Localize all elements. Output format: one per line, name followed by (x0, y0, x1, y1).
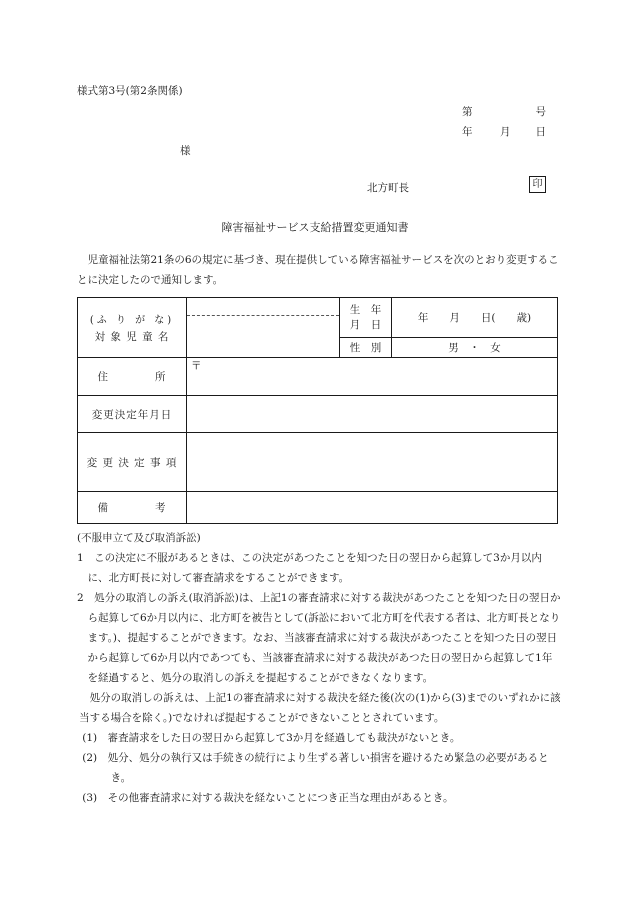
note-item-1: 1 この決定に不服があるときは、この決定があつたことを知つた日の翌日から起算して3か月以内に、北方町長に対して審査請求をすることができます。 (77, 552, 542, 584)
date-month: 月 (500, 126, 511, 138)
note-paragraph: 処分の取消しの訴えは、上記1の審査請求に対する裁決を経た後(次の(1)から(3)までのいずれかに該当する場合を除く。)でなければ提起することができないこととされています。 (79, 692, 561, 724)
birth-label-2: 月 日 (349, 318, 382, 331)
postal-mark: 〒 (191, 360, 202, 372)
decision-item-label: 変 更 決 定 事 項 (78, 433, 187, 492)
notes-heading: (不服申立て及び取消訴訟) (77, 532, 201, 544)
date-year: 年 (462, 126, 473, 138)
birth-date-label-cell (340, 298, 392, 338)
seal-mark: 印 (529, 176, 546, 193)
appeal-notes (77, 528, 561, 808)
address-label: 住 所 (78, 358, 187, 396)
furigana-label: (ふ り が な) (89, 314, 175, 326)
issue-number (462, 104, 546, 119)
decision-item-field[interactable] (187, 433, 558, 492)
note-sub-2: (2) 処分、処分の執行又は手続きの続行により生ずる著しい損害を避けるため緊急の必要があるとき。 (82, 752, 549, 784)
notice-form-table (77, 297, 558, 524)
addressee-suffix: 様 (180, 145, 191, 157)
form-reference: 様式第3号(第2条関係) (77, 85, 183, 97)
remarks-label: 備 考 (78, 492, 187, 524)
sex-label: 性 別 (340, 338, 392, 358)
note-item-2: 2 処分の取消しの訴え(取消訴訟)は、上記1の審査請求に対する裁決があつたことを知つた日の翌日から起算して6か月以内に、北方町を被告として(訴訟において北方町を代表する者は、北方町長となります。)、提起することができます。なお、当該審査請求に対する裁決があつたことを知つた日の翌日から起算して6か月以内であつても、当該審査請求に対する裁決があつた日の翌日から起算して1年を経過すると、処分の取消しの訴えを提起することができなくなります。 (77, 592, 561, 684)
issue-number-prefix: 第 (462, 106, 473, 118)
birth-date-field[interactable]: 年 月 日( 歳) (392, 298, 558, 338)
document-title: 障害福祉サービス支給措置変更通知書 (221, 221, 409, 234)
child-name-field[interactable] (187, 298, 340, 358)
child-name-label-cell (78, 298, 187, 358)
decision-date-field[interactable] (187, 396, 558, 433)
remarks-field[interactable] (187, 492, 558, 524)
issuer-name: 北方町長 (367, 182, 409, 194)
note-sub-3: (3) その他審査請求に対する裁決を経ないことにつき正当な理由があるとき。 (82, 792, 454, 804)
furigana-field[interactable] (187, 298, 339, 316)
issue-number-suffix: 号 (535, 106, 546, 118)
sex-field[interactable]: 男 ・ 女 (392, 338, 558, 358)
decision-date-label: 変更決定年月日 (78, 396, 187, 433)
address-field[interactable] (187, 358, 558, 396)
note-sub-1: (1) 審査請求をした日の翌日から起算して3か月を経過しても裁決がないとき。 (82, 732, 461, 744)
child-name-label: 対 象 児 童 名 (94, 330, 170, 343)
date-day: 日 (535, 126, 546, 138)
intro-paragraph: 児童福祉法第21条の6の規定に基づき、現在提供している障害福祉サービスを次のとおり変更することに決定したので通知します。 (77, 254, 559, 286)
birth-label-1: 生 年 (349, 303, 382, 316)
